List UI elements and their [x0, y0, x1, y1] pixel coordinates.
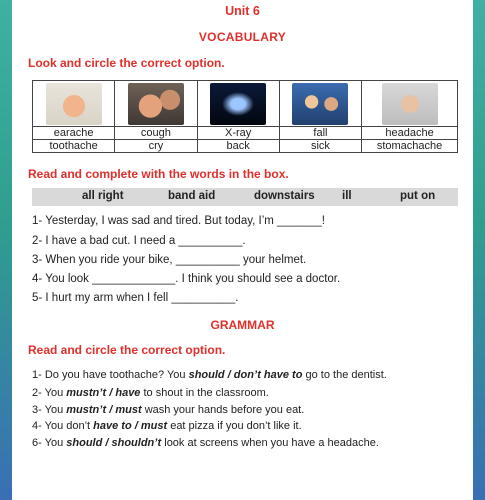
picture-cell — [362, 81, 458, 127]
grammar-item-3 — [32, 404, 304, 417]
right-border-stripe — [473, 0, 485, 500]
grammar-item-6 — [32, 437, 379, 450]
word-box — [32, 188, 458, 206]
option-cell[interactable]: toothache — [33, 140, 115, 153]
option-cell[interactable]: headache — [362, 127, 458, 140]
left-border-stripe — [0, 0, 12, 500]
option-cell[interactable]: X-ray — [197, 127, 279, 140]
picture-cell — [33, 81, 115, 127]
picture-cell — [115, 81, 197, 127]
vocabulary-heading: VOCABULARY — [198, 30, 287, 44]
grammar-text: 3- You — [32, 404, 67, 416]
option-cell[interactable]: back — [197, 140, 279, 153]
headache-photo — [382, 83, 438, 125]
grammar-text: 1- Do you have toothache? You — [32, 369, 189, 381]
worksheet-page — [12, 0, 473, 500]
sentence-1: 1- Yesterday, I was sad and tired. But today, I’m _______! — [32, 215, 326, 227]
option-cell[interactable]: sick — [279, 140, 361, 153]
instruction-read-circle: Read and circle the correct option. — [28, 343, 226, 357]
grammar-item-4 — [32, 420, 302, 433]
unit-title: Unit 6 — [225, 4, 260, 18]
instruction-look-circle: Look and circle the correct option. — [28, 56, 225, 70]
grammar-text: 2- You — [32, 387, 67, 399]
sentence-2: 2- I have a bad cut. I need a __________. — [32, 235, 246, 247]
cough-photo — [128, 83, 184, 125]
option-row-2 — [33, 140, 458, 153]
xray-photo — [210, 83, 266, 125]
picture-row — [33, 81, 458, 127]
option-cell[interactable]: fall — [279, 127, 361, 140]
option-cell[interactable]: earache — [33, 127, 115, 140]
grammar-option[interactable]: should / shouldn’t — [66, 437, 162, 449]
option-cell[interactable]: stomachache — [362, 140, 458, 153]
sentence-4: 4- You look _____________. I think you should see a doctor. — [32, 273, 341, 285]
grammar-text: eat pizza if you don’t like it. — [167, 420, 302, 432]
word-box-item: downstairs — [254, 190, 315, 202]
instruction-complete: Read and complete with the words in the box. — [28, 167, 289, 181]
grammar-text: wash your hands before you eat. — [141, 404, 305, 416]
grammar-text: go to the dentist. — [302, 369, 387, 381]
vocabulary-table — [32, 80, 458, 153]
grammar-item-1 — [32, 369, 387, 382]
picture-cell — [279, 81, 361, 127]
grammar-item-2 — [32, 387, 269, 400]
grammar-option[interactable]: mustn’t / have — [66, 387, 141, 399]
picture-cell — [197, 81, 279, 127]
grammar-option[interactable]: should / don’t have to — [188, 369, 303, 381]
option-cell[interactable]: cough — [115, 127, 197, 140]
grammar-option[interactable]: mustn’t / must — [66, 404, 142, 416]
grammar-option[interactable]: have to / must — [93, 420, 168, 432]
grammar-text: to shout in the classroom. — [140, 387, 269, 399]
word-box-item: band aid — [168, 190, 216, 202]
grammar-text: look at screens when you have a headache. — [161, 437, 379, 449]
sentence-3: 3- When you ride your bike, __________ your helmet. — [32, 254, 307, 266]
word-box-item: all right — [82, 190, 124, 202]
grammar-heading: GRAMMAR — [210, 318, 275, 332]
word-box-item: ill — [342, 190, 352, 202]
sentence-5: 5- I hurt my arm when I fell __________. — [32, 292, 239, 304]
grammar-text: 6- You — [32, 437, 67, 449]
word-box-item: put on — [400, 190, 436, 202]
option-row-1 — [33, 127, 458, 140]
earache-photo — [46, 83, 102, 125]
grammar-text: 4- You don’t — [32, 420, 94, 432]
option-cell[interactable]: cry — [115, 140, 197, 153]
fall-photo — [292, 83, 348, 125]
